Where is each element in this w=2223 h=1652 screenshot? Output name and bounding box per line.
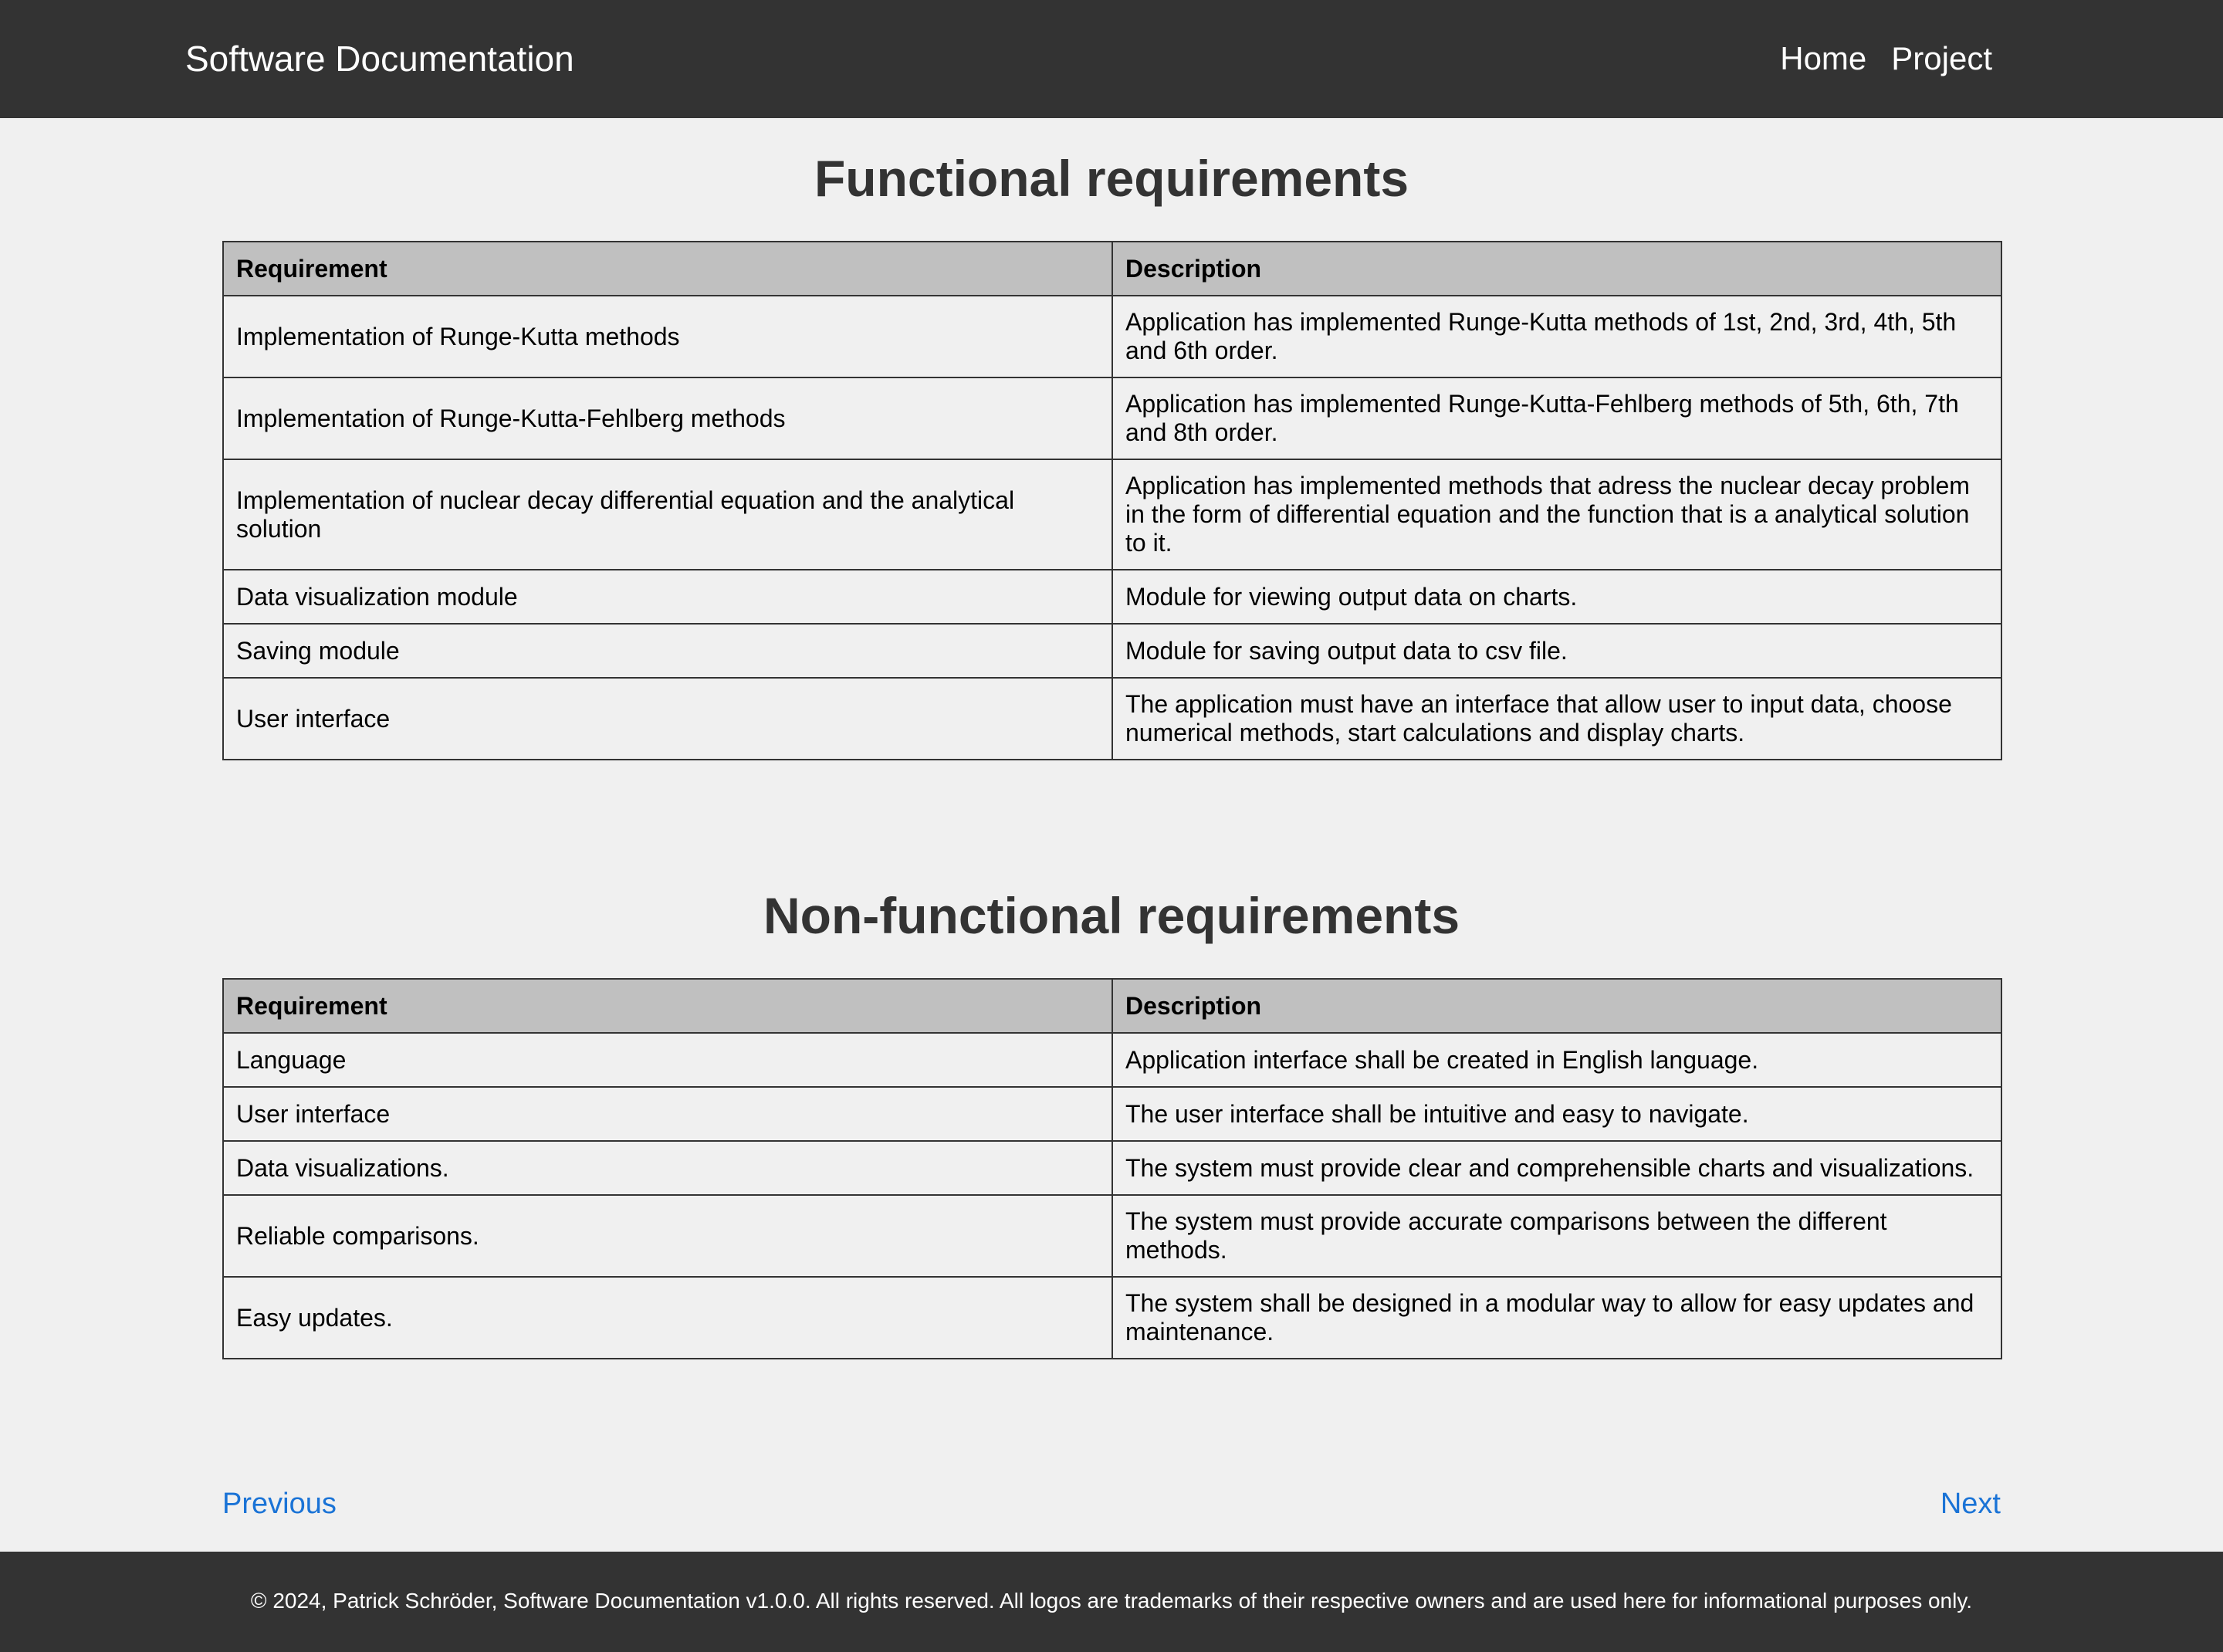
table-row	[223, 624, 2001, 678]
requirement-cell: Reliable comparisons.	[223, 1195, 1112, 1277]
requirement-cell: Data visualization module	[223, 570, 1112, 624]
column-header-requirement: Requirement	[223, 979, 1112, 1033]
next-link[interactable]: Next	[1940, 1488, 2001, 1520]
table-row	[223, 1087, 2001, 1141]
description-cell: Application has implemented Runge-Kutta-Fehlberg methods of 5th, 6th, 7th and 8th order.	[1112, 377, 2001, 459]
table-row	[223, 1033, 2001, 1087]
footer	[0, 1552, 2223, 1652]
table-row	[223, 1141, 2001, 1195]
description-cell: The system must provide accurate comparisons between the different methods.	[1112, 1195, 2001, 1277]
description-cell: The application must have an interface that allow user to input data, choose numerical methods, start calculations and display charts.	[1112, 678, 2001, 760]
requirement-cell: Implementation of Runge-Kutta methods	[223, 296, 1112, 377]
requirement-cell: Language	[223, 1033, 1112, 1087]
requirement-cell: Easy updates.	[223, 1277, 1112, 1359]
requirement-cell: Implementation of Runge-Kutta-Fehlberg methods	[223, 377, 1112, 459]
previous-link[interactable]: Previous	[222, 1488, 337, 1520]
description-cell: Application has implemented methods that adress the nuclear decay problem in the form of differential equation and the function that is a analytical solution to it.	[1112, 459, 2001, 570]
functional-requirements-table	[222, 241, 2002, 760]
description-cell: The system must provide clear and comprehensible charts and visualizations.	[1112, 1141, 2001, 1195]
column-header-description: Description	[1112, 242, 2001, 296]
main-nav	[1780, 36, 1992, 81]
column-header-description: Description	[1112, 979, 2001, 1033]
description-cell: Module for saving output data to csv file.	[1112, 624, 2001, 678]
nav-project-link[interactable]: Project	[1891, 40, 1992, 76]
table-row	[223, 377, 2001, 459]
requirement-cell: Saving module	[223, 624, 1112, 678]
table-row	[223, 678, 2001, 760]
column-header-requirement: Requirement	[223, 242, 1112, 296]
table-row	[223, 296, 2001, 377]
requirement-cell: User interface	[223, 678, 1112, 760]
table-row	[223, 459, 2001, 570]
table-header-row	[223, 979, 2001, 1033]
pagination	[222, 1482, 2001, 1525]
description-cell: Application has implemented Runge-Kutta methods of 1st, 2nd, 3rd, 4th, 5th and 6th order.	[1112, 296, 2001, 377]
non-functional-requirements-table	[222, 978, 2002, 1359]
requirement-cell: User interface	[223, 1087, 1112, 1141]
functional-requirements-heading: Functional requirements	[814, 150, 1409, 207]
nav-home-link[interactable]: Home	[1780, 40, 1867, 76]
requirement-cell: Data visualizations.	[223, 1141, 1112, 1195]
requirement-cell: Implementation of nuclear decay differential equation and the analytical solution	[223, 459, 1112, 570]
table-row	[223, 1195, 2001, 1277]
description-cell: Module for viewing output data on charts.	[1112, 570, 2001, 624]
brand-link[interactable]: Software Documentation	[185, 39, 574, 79]
non-functional-requirements-heading: Non-functional requirements	[763, 887, 1460, 944]
table-row	[223, 1277, 2001, 1359]
footer-copyright: © 2024, Patrick Schröder, Software Documentation v1.0.0. All rights reserved. All logos are trademarks of their respective owners and are used here for informational purposes only.	[250, 1589, 1973, 1613]
description-cell: Application interface shall be created in English language.	[1112, 1033, 2001, 1087]
table-row	[223, 570, 2001, 624]
top-navbar	[0, 0, 2223, 118]
description-cell: The system shall be designed in a modular way to allow for easy updates and maintenance.	[1112, 1277, 2001, 1359]
description-cell: The user interface shall be intuitive and easy to navigate.	[1112, 1087, 2001, 1141]
table-header-row	[223, 242, 2001, 296]
